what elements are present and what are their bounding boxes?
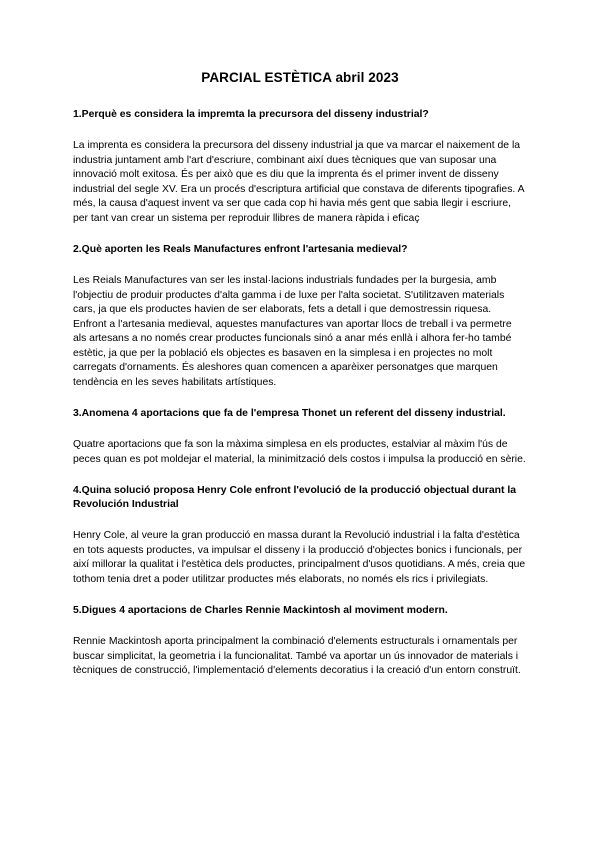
answer-3: Quatre aportacions que fa son la màxima simplesa en els productes, estalviar al màxim l'ús de peces quan es pot moldejar el material, la minimització dels costos i impulsa la producció en sèrie. bbox=[73, 439, 526, 465]
question-2: 2.Què aporten les Reals Manufactures enfront l'artesania medieval? bbox=[73, 244, 408, 255]
answer-1: La imprenta es considera la precursora del disseny industrial ja que va marcar el naixement de la industria juntament amb l'art d'escriure, combinant així dues tècniques que van suposar una innovació molt exitosa. És per això que es diu que la imprenta és el primer invent de disseny industrial del segle XV. Era un procés d'escriptura artificial que constava de diferents tipografies. A més, la causa d'aquest invent va ser que cada cop hi havia més gent que sabia llegir i escriure, per tant van crear un sistema per reproduir llibres de manera ràpida i eficaç bbox=[73, 140, 524, 224]
answer-2: Les Reials Manufactures van ser les instal·lacions industrials fundades per la burgesia, amb l'objectiu de produir productes d'alta gamma i de luxe per l'alta societat. S'utilitzaven materials cars, ja que els productes havien de ser elaborats, fets a detall i que demostressin riquesa. Enfront a l'artesania medieval, aquestes manufactures van aportar llocs de treball i va permetre als artesans a no només crear productes funcionals sinó a anar més enllà i alhora fer-ho també estètic, ja que per la població els objectes es basaven en la simplesa i en projectes no molt carregats d'ornaments. És aleshores quan comencen a aparèixer personatges que marquen tendència en les seves habilitats artístiques. bbox=[73, 275, 512, 388]
section-5 bbox=[73, 604, 527, 679]
section-2 bbox=[73, 243, 527, 390]
question-3: 3.Anomena 4 aportacions que fa de l'empresa Thonet un referent del disseny industrial. bbox=[73, 408, 506, 419]
question-5: 5.Digues 4 aportacions de Charles Rennie Mackintosh al moviment modern. bbox=[73, 605, 448, 616]
section-1 bbox=[73, 108, 527, 226]
question-1: 1.Perquè es considera la impremta la precursora del disseny industrial? bbox=[73, 109, 429, 120]
section-4 bbox=[73, 484, 527, 587]
question-4: 4.Quina solució proposa Henry Cole enfront l'evolució de la producció objectual durant la Revolución Industrial bbox=[73, 485, 516, 510]
answer-4: Henry Cole, al veure la gran producció en massa durant la Revolució industrial i la falta d'estètica en tots aquests productes, va impulsar el disseny i la producció d'objectes bonics i funcionals, per així millorar la qualitat i l'estètica dels productes, principalment d'usos quotidians. A més, creia que tothom tenia dret a poder utilitzar productes més elaborats, no només els rics i privilegiats. bbox=[73, 530, 526, 585]
answer-5: Rennie Mackintosh aporta principalment la combinació d'elements estructurals i ornamentals per buscar simplicitat, la geometria i la funcionalitat. També va aportar un ús innovador de materials i tècniques de construcció, l'implementació d'elements decoratius i la creació d'un entorn construït. bbox=[73, 636, 521, 676]
section-3 bbox=[73, 407, 527, 467]
page-title: PARCIAL ESTÈTICA abril 2023 bbox=[201, 70, 399, 85]
